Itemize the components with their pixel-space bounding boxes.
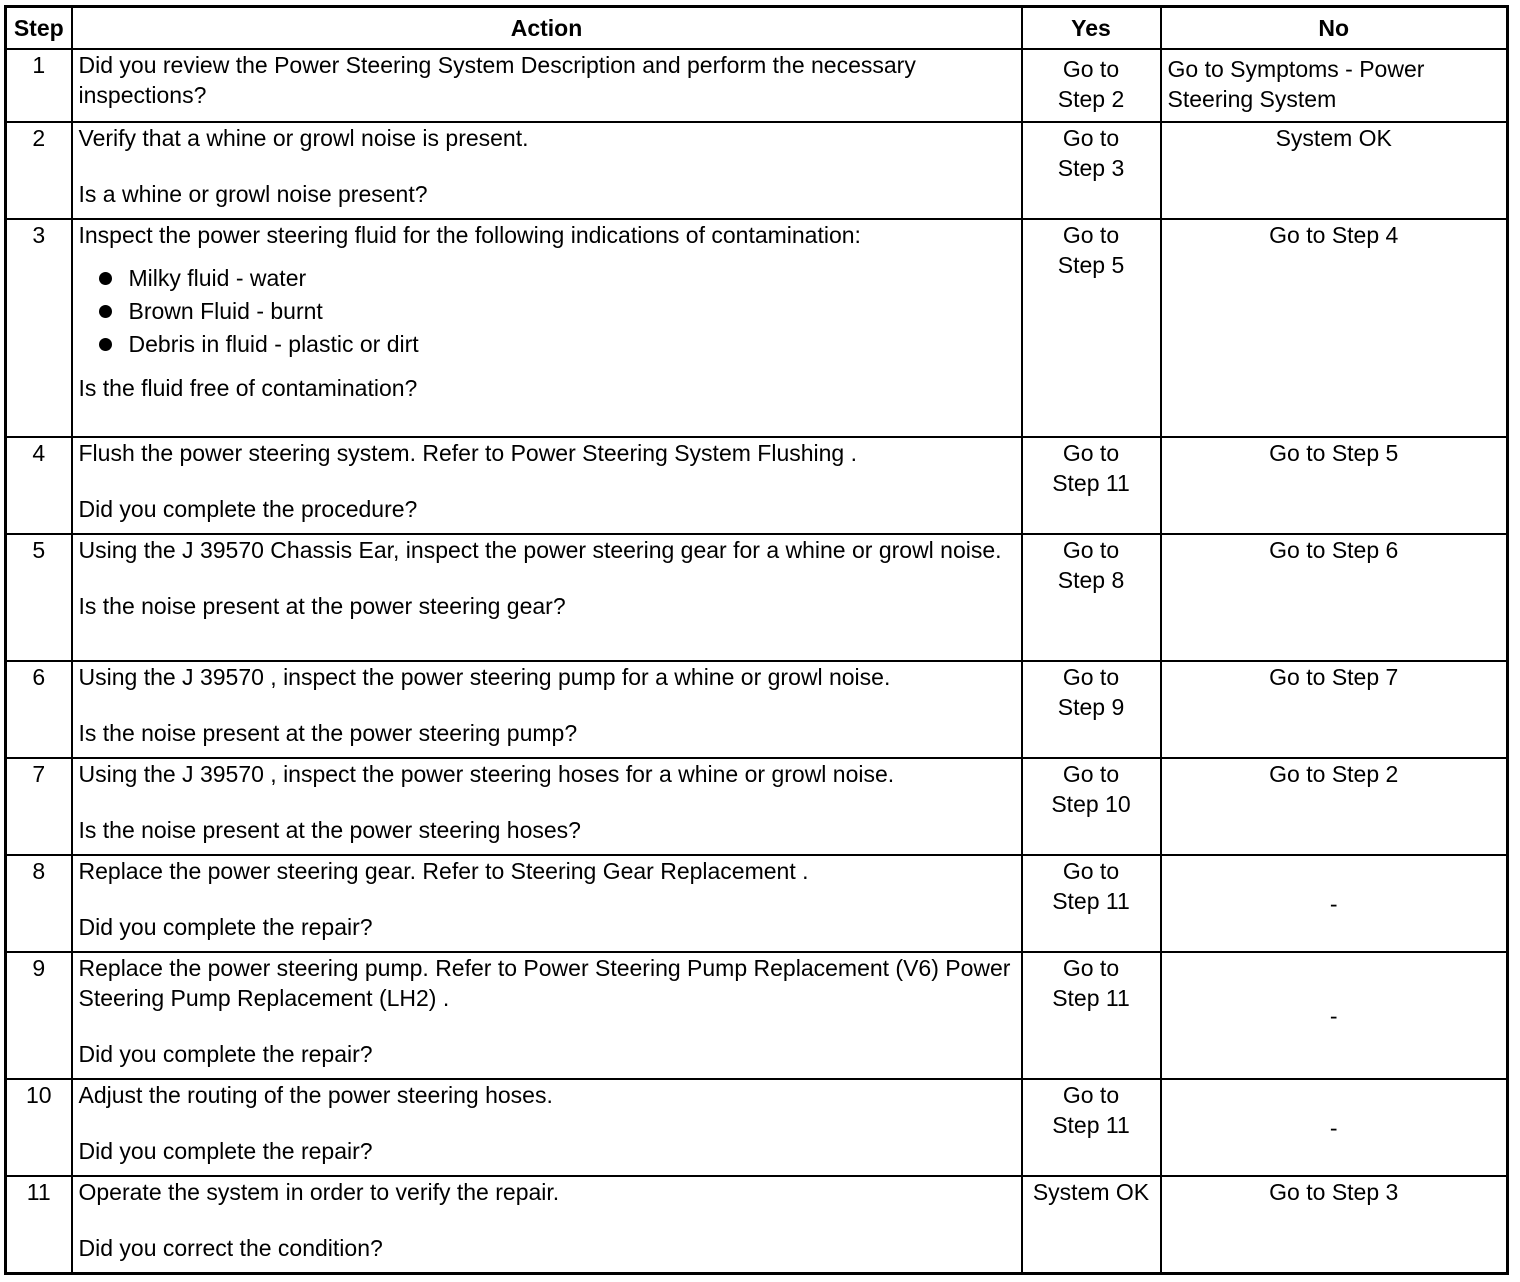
table-row (6, 952, 1508, 1079)
yes-cell (1022, 219, 1161, 437)
no-cell: - (1161, 952, 1508, 1079)
yes-cell (1022, 49, 1161, 122)
header-action: Action (72, 7, 1022, 50)
yes-cell (1022, 661, 1161, 758)
no-cell: Go to Step 6 (1161, 534, 1508, 661)
table-row (6, 122, 1508, 219)
yes-cell (1022, 534, 1161, 661)
action-cell (72, 952, 1022, 1079)
yes-cell (1022, 855, 1161, 952)
yes-line: Go to (1062, 664, 1120, 691)
action-cell (72, 437, 1022, 534)
yes-line: Step 9 (1057, 694, 1125, 721)
action-cell (72, 758, 1022, 855)
table-row (6, 1079, 1508, 1176)
step-number: 1 (6, 49, 72, 122)
yes-line: Go to (1062, 858, 1120, 885)
action-cell (72, 1079, 1022, 1176)
yes-line: Go to (1062, 222, 1120, 249)
no-cell: Go to Step 3 (1161, 1176, 1508, 1273)
table-row (6, 1176, 1508, 1273)
header-yes: Yes (1022, 7, 1161, 50)
yes-cell (1022, 122, 1161, 219)
action-question: Is the fluid free of contamination? (78, 375, 418, 402)
table-row (6, 437, 1508, 534)
header-row (6, 7, 1508, 50)
action-text: Operate the system in order to verify the repair. (78, 1179, 560, 1206)
bullet-list (79, 262, 1015, 361)
yes-line: Step 8 (1057, 567, 1125, 594)
action-question: Is a whine or growl noise present? (78, 181, 428, 208)
no-cell: - (1161, 1079, 1508, 1176)
yes-line: Go to (1062, 1082, 1120, 1109)
yes-cell (1022, 952, 1161, 1079)
yes-cell: System OK (1022, 1176, 1161, 1273)
action-question: Did you complete the procedure? (78, 496, 418, 523)
bullet-item: Debris in fluid - plastic or dirt (99, 328, 1015, 361)
header-no: No (1161, 7, 1508, 50)
yes-line: Go to (1062, 761, 1120, 788)
yes-line: Go to (1062, 440, 1120, 467)
no-line: Go to Symptoms - Power (1167, 56, 1425, 82)
diagnostic-table (4, 5, 1509, 1275)
action-text: Inspect the power steering fluid for the following indications of contamination: (78, 222, 861, 249)
table-row (6, 49, 1508, 122)
table-row (6, 219, 1508, 437)
step-number: 4 (6, 437, 72, 534)
action-text: Flush the power steering system. Refer to Power Steering System Flushing . (78, 440, 857, 467)
action-question: Did you complete the repair? (78, 914, 373, 941)
action-text: Using the J 39570 Chassis Ear, inspect the power steering gear for a whine or growl noise. (78, 537, 1002, 564)
yes-cell (1022, 758, 1161, 855)
yes-line: Step 11 (1052, 985, 1130, 1012)
step-number: 9 (6, 952, 72, 1079)
table-row (6, 855, 1508, 952)
action-cell (72, 1176, 1022, 1273)
header-step: Step (6, 7, 72, 50)
yes-line: Step 10 (1051, 791, 1131, 818)
yes-line: Step 11 (1052, 470, 1130, 497)
step-number: 8 (6, 855, 72, 952)
action-question: Is the noise present at the power steering gear? (78, 593, 566, 620)
action-cell (72, 219, 1022, 437)
yes-line: Go to (1062, 125, 1120, 152)
no-cell: Go to Step 5 (1161, 437, 1508, 534)
action-cell (72, 855, 1022, 952)
table-row (6, 534, 1508, 661)
table-row (6, 758, 1508, 855)
no-line: Steering System (1167, 86, 1337, 112)
no-cell: System OK (1161, 122, 1508, 219)
step-number: 7 (6, 758, 72, 855)
bullet-item: Milky fluid - water (99, 262, 1015, 295)
action-cell (72, 49, 1022, 122)
no-cell (1161, 49, 1508, 122)
yes-line: Step 3 (1057, 155, 1125, 182)
action-cell (72, 661, 1022, 758)
yes-line: Step 11 (1052, 1112, 1130, 1139)
action-question: Is the noise present at the power steering hoses? (78, 817, 581, 844)
no-cell: Go to Step 4 (1161, 219, 1508, 437)
bullet-item: Brown Fluid - burnt (99, 295, 1015, 328)
action-cell (72, 122, 1022, 219)
step-number: 11 (6, 1176, 72, 1273)
step-number: 3 (6, 219, 72, 437)
yes-line: Go to (1062, 955, 1120, 982)
action-text: Verify that a whine or growl noise is present. (78, 125, 529, 152)
action-text: Replace the power steering pump. Refer to Power Steering Pump Replacement (V6) Power Steering Pump Replacement (LH2) . (78, 955, 1011, 1012)
yes-line: Go to (1062, 56, 1120, 82)
step-number: 5 (6, 534, 72, 661)
yes-line: Go to (1062, 537, 1120, 564)
no-cell: Go to Step 2 (1161, 758, 1508, 855)
action-text: Did you review the Power Steering System Description and perform the necessary inspections? (78, 52, 916, 108)
yes-cell (1022, 1079, 1161, 1176)
action-cell (72, 534, 1022, 661)
action-text: Using the J 39570 , inspect the power steering hoses for a whine or growl noise. (78, 761, 895, 788)
action-text: Using the J 39570 , inspect the power steering pump for a whine or growl noise. (78, 664, 891, 691)
step-number: 6 (6, 661, 72, 758)
action-question: Did you complete the repair? (78, 1138, 373, 1165)
no-cell: Go to Step 7 (1161, 661, 1508, 758)
yes-line: Step 5 (1057, 252, 1125, 279)
action-question: Is the noise present at the power steering pump? (78, 720, 578, 747)
table-row (6, 661, 1508, 758)
action-question: Did you correct the condition? (78, 1235, 383, 1262)
action-text: Adjust the routing of the power steering hoses. (78, 1082, 553, 1109)
yes-line: Step 2 (1057, 86, 1125, 112)
step-number: 10 (6, 1079, 72, 1176)
yes-line: Step 11 (1052, 888, 1130, 915)
action-text: Replace the power steering gear. Refer to Steering Gear Replacement . (78, 858, 809, 885)
no-cell: - (1161, 855, 1508, 952)
step-number: 2 (6, 122, 72, 219)
yes-cell (1022, 437, 1161, 534)
action-question: Did you complete the repair? (78, 1041, 373, 1068)
